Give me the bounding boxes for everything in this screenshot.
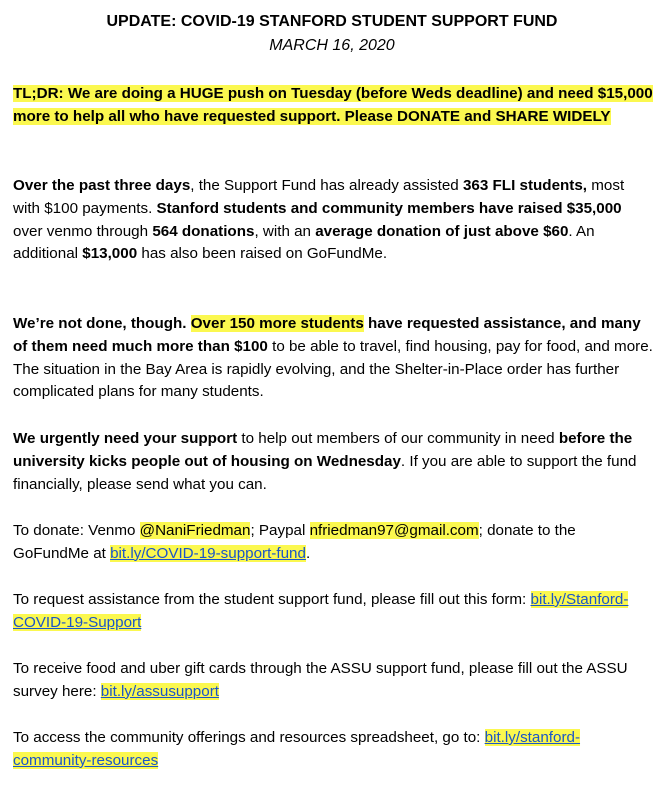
document-title: UPDATE: COVID-19 STANFORD STUDENT SUPPORT FUND: [106, 13, 558, 30]
assu-text: To receive food and uber gift cards through the ASSU support fund, please fill out the ASSU survey here:: [13, 660, 628, 700]
need-paragraph: [13, 313, 653, 404]
urgent-bold-text: We urgently need your support: [13, 430, 238, 447]
assu-paragraph: [13, 658, 653, 704]
need-highlight: Over 150 more students: [190, 315, 364, 332]
document-date: MARCH 16, 2020: [269, 37, 395, 54]
stats-bold-text: Over the past three days: [13, 177, 191, 194]
need-bold-text: We’re not done, though.: [13, 315, 191, 332]
stats-bold-text: 363 FLI students,: [462, 177, 588, 194]
donate-text: To donate: Venmo: [13, 522, 140, 539]
stats-text: most with $100 payments.: [13, 177, 625, 217]
urgent-text: to help out members of our community in need: [237, 430, 559, 447]
donate-text: ; Paypal: [250, 522, 310, 539]
stats-bold-text: average donation of just above $60: [315, 222, 569, 240]
paypal-email: nfriedman97@gmail.com: [309, 522, 479, 539]
tldr-highlight: TL;DR: We are doing a HUGE push on Tuesday (before Weds deadline) and need $15,000 more to help all who have requested support. Please DONATE and SHARE WIDELY: [13, 85, 653, 125]
venmo-handle: @NaniFriedman: [139, 522, 251, 539]
need-text: to be able to travel, find housing, pay for food, and more. The situation in the Bay Area is rapidly evolving, and the Shelter-in-Place order has further complicated plans for many students.: [13, 337, 653, 401]
request-form-link[interactable]: bit.ly/Stanford-COVID-19-Support: [13, 591, 629, 631]
stats-bold-text: Stanford students and community members have raised $35,000: [156, 199, 622, 217]
stats-paragraph: [13, 175, 653, 266]
resources-text: To access the community offerings and resources spreadsheet, go to:: [13, 729, 485, 746]
stats-text: , the Support Fund has already assisted: [190, 177, 463, 194]
stats-bold-text: 564 donations: [152, 222, 255, 240]
resources-paragraph: [13, 727, 653, 773]
gofundme-link[interactable]: bit.ly/COVID-19-support-fund: [110, 544, 306, 562]
assu-survey-link[interactable]: bit.ly/assusupport: [100, 682, 219, 700]
stats-text: . An additional: [13, 222, 595, 263]
request-text: To request assistance from the student support fund, please fill out this form:: [13, 591, 531, 608]
urgent-bold-text: before the university kicks people out of housing on Wednesday: [13, 430, 633, 470]
urgent-text: . If you are able to support the fund financially, please send what you can.: [13, 452, 637, 493]
need-bold-text: have requested assistance, and many of them need much more than $100: [13, 315, 641, 355]
stats-text: has also been raised on GoFundMe.: [137, 245, 388, 263]
stats-text: over venmo through: [13, 222, 153, 240]
stats-bold-text: $13,000: [82, 245, 138, 263]
donate-text: ; donate to the GoFundMe at: [13, 522, 576, 562]
donate-text: .: [305, 544, 311, 562]
donate-paragraph: [13, 520, 653, 566]
resources-link[interactable]: bit.ly/stanford-community-resources: [13, 729, 581, 769]
urgent-paragraph: [13, 428, 653, 496]
tldr-paragraph: [13, 83, 653, 129]
stats-text: , with an: [254, 222, 316, 240]
request-paragraph: [13, 589, 653, 635]
